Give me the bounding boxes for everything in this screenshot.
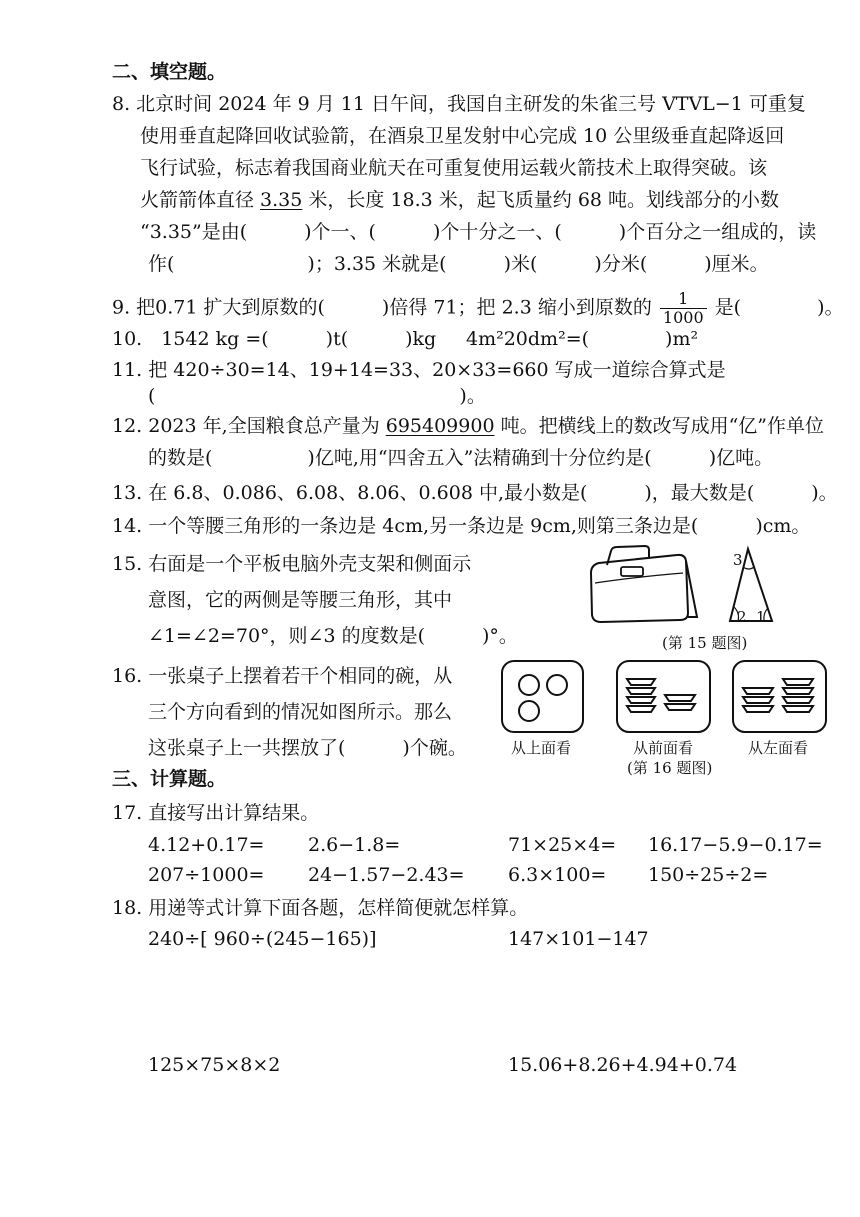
q12-line1 <box>112 414 824 438</box>
bowls-top-view <box>500 659 585 734</box>
q12-underlined-number: 695409900 <box>385 415 495 437</box>
q18-title: 18. 用递等式计算下面各题，怎样简便就怎样算。 <box>112 897 529 919</box>
q17-item: 16.17−5.9−0.17= <box>648 834 823 856</box>
q18-item: 15.06+8.26+4.94+0.74 <box>508 1054 738 1076</box>
q17-title: 17. 直接写出计算结果。 <box>112 802 320 824</box>
q9-fraction-numerator: 1 <box>660 290 707 309</box>
q9-line <box>112 290 844 327</box>
q17-item: 207÷1000= <box>148 864 265 886</box>
view-top-label: 从上面看 <box>511 739 572 757</box>
q12-line1-a: 12. 2023 年,全国粮食总产量为 <box>112 415 386 437</box>
q16-line1: 16. 一张桌子上摆着若干个相同的碗，从 <box>112 665 453 687</box>
q16-line2: 三个方向看到的情况如图所示。那么 <box>148 701 453 723</box>
q10-part-a: 10. 1542 kg =( )t( )kg <box>112 328 437 350</box>
q9-fraction-denominator: 1000 <box>662 308 704 327</box>
q8-line4-a: 火箭箭体直径 <box>140 189 261 211</box>
q9-text-b: 是( )。 <box>714 296 844 319</box>
q9-fraction <box>660 290 707 327</box>
q11-line2: ( )。 <box>148 385 486 407</box>
q8-line4-b: 米，长度 18.3 米，起飞质量约 68 吨。划线部分的小数 <box>302 189 780 211</box>
q17-item: 71×25×4= <box>508 834 617 856</box>
q18-item: 125×75×8×2 <box>148 1054 281 1076</box>
q18-item: 240÷[ 960÷(245−165)] <box>148 928 377 950</box>
q8-line2: 使用垂直起降回收试验箭，在酒泉卫星发射中心完成 10 公里级垂直起降返回 <box>140 125 785 147</box>
angle-3-label: 3 <box>733 551 743 569</box>
q17-item: 6.3×100= <box>508 864 607 886</box>
q18-item: 147×101−147 <box>508 928 649 950</box>
q15-line1: 15. 右面是一个平板电脑外壳支架和侧面示 <box>112 553 472 575</box>
q8-line6: 作( )；3.35 米就是( )米( )分米( )厘米。 <box>148 253 769 275</box>
q8-line1: 8. 北京时间 2024 年 9 月 11 日午间，我国自主研发的朱雀三号 VTVL−1 可重复 <box>112 93 806 115</box>
view-left-label: 从左面看 <box>748 739 809 757</box>
q15-line3: ∠1=∠2=70°，则∠3 的度数是( )°。 <box>148 625 518 647</box>
q8-underlined-number: 3.35 <box>260 189 303 211</box>
q16-line3: 这张桌子上一共摆放了( )个碗。 <box>148 737 467 759</box>
q12-line1-b: 吨。把横线上的数改写成用“亿”作单位 <box>494 415 824 437</box>
q8-line5: “3.35”是由( )个一、( )个十分之一、( )个百分之一组成的，读 <box>140 221 817 243</box>
q12-line2: 的数是( )亿吨,用“四舍五入”法精确到十分位约是( )亿吨。 <box>148 447 774 469</box>
q10-part-b: 4m²20dm²=( )m² <box>466 328 699 350</box>
angle-2-label: 2 <box>737 608 747 626</box>
q16-figure-caption: (第 16 题图) <box>627 759 713 777</box>
bowls-front-view <box>615 659 712 734</box>
tablet-case-stand-illustration <box>585 543 700 628</box>
q13-line: 13. 在 6.8、0.086、6.08、8.06、0.608 中,最小数是( )，最大数是( )。 <box>112 482 838 504</box>
section-3-title: 三、计算题。 <box>112 768 227 790</box>
q15-figure-caption: (第 15 题图) <box>662 634 748 652</box>
q17-item: 2.6−1.8= <box>308 834 401 856</box>
q9-text-a: 9. 把0.71 扩大到原数的( )倍得 71；把 2.3 缩小到原数的 <box>112 296 652 319</box>
q11-line1: 11. 把 420÷30=14、19+14=33、20×33=660 写成一道综合算式是 <box>112 359 726 381</box>
q17-item: 24−1.57−2.43= <box>308 864 465 886</box>
view-front-label: 从前面看 <box>633 739 694 757</box>
q8-line4 <box>140 188 779 212</box>
q15-line2: 意图，它的两侧是等腰三角形，其中 <box>148 589 453 611</box>
angle-1-label: 1 <box>756 608 766 626</box>
q17-item: 4.12+0.17= <box>148 834 265 856</box>
q8-line3: 飞行试验，标志着我国商业航天在可重复使用运载火箭技术上取得突破。该 <box>140 157 768 179</box>
q17-item: 150÷25÷2= <box>648 864 769 886</box>
q14-line: 14. 一个等腰三角形的一条边是 4cm,另一条边是 9cm,则第三条边是( )cm。 <box>112 515 811 537</box>
section-2-title: 二、填空题。 <box>112 61 227 83</box>
bowls-left-view <box>731 659 828 734</box>
